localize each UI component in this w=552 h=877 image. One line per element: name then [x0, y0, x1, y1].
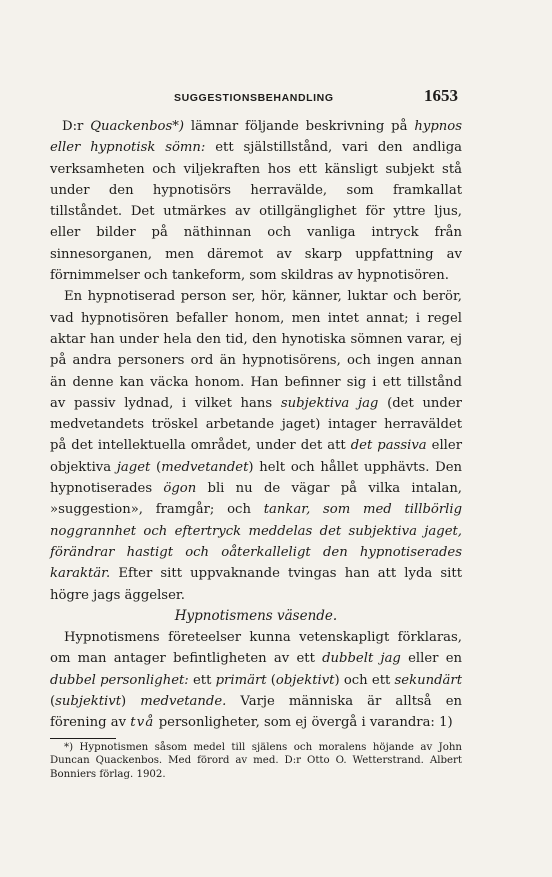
footnote-text: Hypnotismen såsom medel till själens och moralens höjande av John Duncan Quackenbos. Med förord av med. D:r Otto O. Wetterstrand. Albert Bonniers förlag. 1902.	[50, 741, 462, 780]
text-run: ) och ett	[334, 672, 395, 688]
text-run: Hypnotismens företeelser kunna vetenskapligt förklaras, om man antager befintligheten av ett	[50, 630, 462, 667]
running-head: SUGGESTIONSBEHANDLING	[174, 92, 334, 104]
paragraph-2	[50, 286, 462, 605]
footnote-marker: *)	[64, 741, 74, 753]
emphasis: subjektivt	[55, 694, 122, 710]
emphasis: objektivt	[275, 672, 335, 688]
page-header	[62, 86, 458, 106]
text-run: (	[50, 694, 56, 710]
text-run: En hypnotiserad person ser, hör, känner, luktar och berör, vad hypnotisören befaller honom, men intet annat; i regel aktar han under hela den tid, den hynotiska sömnen varar, ej på andra personers ord än hypnotisörens, och ingen annan än denne kan väcka honom. Han befinner sig i ett tillstånd av passiv lydnad, i vilket hans	[50, 289, 462, 411]
text-run: )	[121, 694, 141, 710]
text-run: (	[150, 459, 162, 475]
text-run: eller en	[400, 651, 463, 667]
emphasis: dubbelt jag	[322, 651, 401, 667]
page-number: 1653	[424, 86, 458, 105]
text-run: bli nu de vägar på vilka intalan, »suggestion», framgår; och	[50, 481, 462, 518]
emphasis: dubbel personlighet:	[50, 672, 189, 688]
body-text	[50, 116, 462, 781]
section-heading: Hypnotismens väsende.	[174, 607, 338, 624]
footnote	[50, 741, 462, 782]
emphasis: det passiva	[350, 438, 427, 454]
text-run: (det under medvetandets tröskel arbetande jaget) intager herraväldet på det intellektuella området, under det att	[50, 395, 462, 454]
paragraph-3	[50, 627, 462, 733]
emphasis: ögon	[163, 481, 197, 497]
emphasis: två	[130, 715, 155, 731]
text-run: Efter sitt uppvaknande tvingas han att lyda sitt högre jags äggelser.	[50, 566, 462, 603]
footnote-divider	[50, 738, 116, 739]
emphasis: subjektiva jag	[280, 395, 379, 411]
text-run: ) helt och hållet upphävts. Den hypnotiserades	[50, 459, 463, 497]
paragraph-1	[50, 116, 462, 286]
text-run: ett	[188, 672, 216, 688]
emphasis: jaget	[116, 459, 151, 475]
emphasis: tankar, som med tillbörlig noggrannhet och eftertryck meddelas det subjektiva jaget, förändrar hastigt och oåterkalleligt den hypnotiserades karaktär.	[50, 502, 463, 582]
text-run: eller objektiva	[50, 438, 462, 475]
author-name: Quackenbos*)	[90, 119, 184, 134]
emphasis: medvetandet	[161, 459, 249, 475]
text-run: lämnar följande beskrivning på	[183, 119, 415, 134]
text-run: (	[266, 672, 276, 688]
emphasis: primärt	[215, 672, 267, 688]
emphasis: medvetande.	[140, 694, 227, 710]
emphasis: hypnos eller hypnotisk sömn:	[50, 119, 462, 156]
text-run: D:r	[62, 119, 91, 134]
text-run: ett själstillstånd, vari den andliga verksamheten och viljekraften hos ett känsligt subjekt stå under den hypnotisörs herravälde, som framkallat tillståndet. Det utmärkes av otillgänglighet för yttre ljus, eller bilder på näthinnan och vanliga intryck från sinnesorganen, men däremot av skarp uppfattning av förnimmelser och tankeform, som skildras av hypnotisören.	[50, 140, 462, 284]
text-run: Varje människa är alltså en förening av	[50, 694, 463, 731]
text-run: personligheter, som ej övergå i varandra: 1)	[154, 715, 453, 731]
emphasis: sekundärt	[394, 672, 462, 688]
